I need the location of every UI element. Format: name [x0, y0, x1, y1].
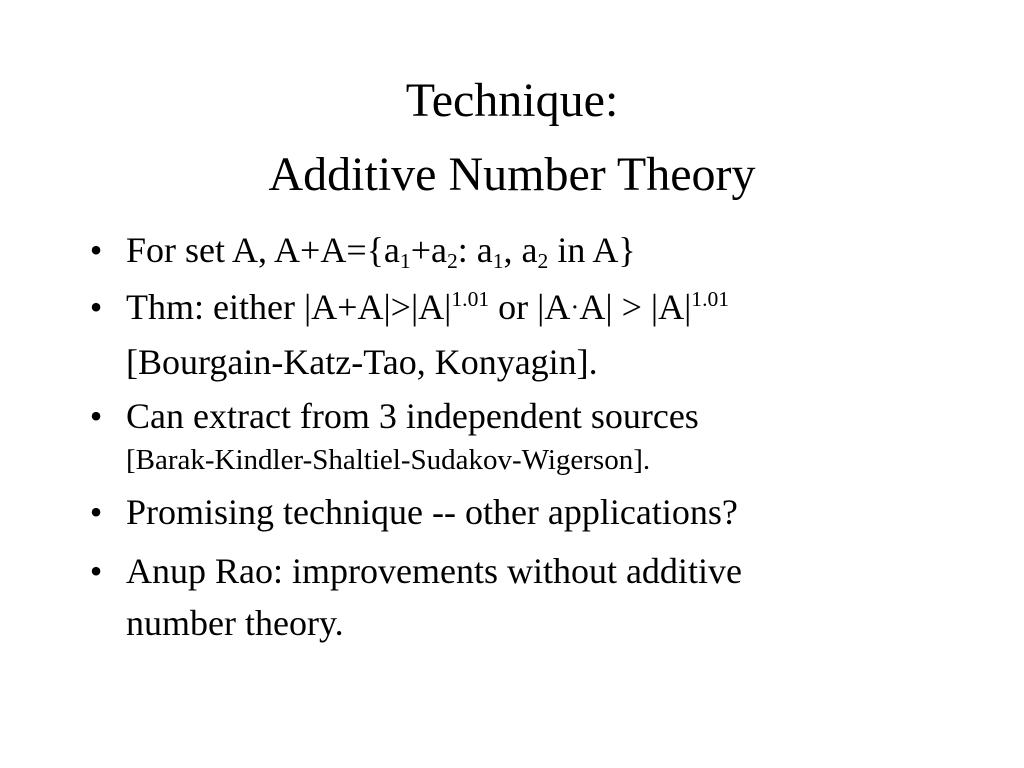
text-run: : a	[457, 230, 493, 270]
bullet-item-rao	[86, 545, 966, 649]
bullet-marker: •	[89, 396, 103, 436]
bullet-text	[126, 281, 966, 336]
text-run: , a	[503, 230, 538, 270]
text-run: A| > |A|	[579, 287, 692, 327]
subscript: 1	[399, 249, 411, 274]
title-line-2: Additive Number Theory	[268, 148, 756, 201]
subscript: 2	[446, 249, 458, 274]
text-run: +a	[410, 230, 447, 270]
bullet-text-line-2: number theory.	[126, 603, 344, 643]
bullet-text-line-2: [Bourgain-Katz-Tao, Konyagin].	[126, 342, 598, 382]
bullet-text: Anup Rao: improvements without additive	[126, 551, 742, 591]
bullet-item-sumset	[86, 224, 966, 276]
bullet-marker: •	[89, 492, 103, 532]
bullet-item-extract	[86, 390, 966, 478]
bullet-text: Can extract from 3 independent sources	[126, 396, 699, 436]
bullet-text: Promising technique -- other applications?	[126, 492, 738, 532]
superscript: 1.01	[691, 287, 730, 312]
bullet-list	[86, 224, 966, 649]
text-run: in A}	[548, 230, 636, 270]
slide-title	[0, 64, 1024, 212]
product-dot: ·	[570, 292, 580, 323]
bullet-marker: •	[89, 551, 103, 591]
superscript: 1.01	[451, 287, 490, 312]
bullet-marker: •	[89, 230, 103, 270]
text-run: or |A	[489, 287, 571, 327]
bullet-text	[126, 224, 966, 276]
text-run: For set A, A+A={a	[126, 230, 400, 270]
bullet-marker: •	[89, 287, 103, 327]
bullet-item-theorem	[86, 281, 966, 388]
subscript: 1	[492, 249, 504, 274]
title-line-1: Technique:	[405, 74, 619, 127]
text-run: Thm: either |A+A|>|A|	[126, 287, 452, 327]
bullet-item-promising	[86, 486, 966, 538]
subscript: 2	[537, 249, 549, 274]
citation-text: [Barak-Kindler-Shaltiel-Sudakov-Wigerson].	[126, 444, 651, 476]
